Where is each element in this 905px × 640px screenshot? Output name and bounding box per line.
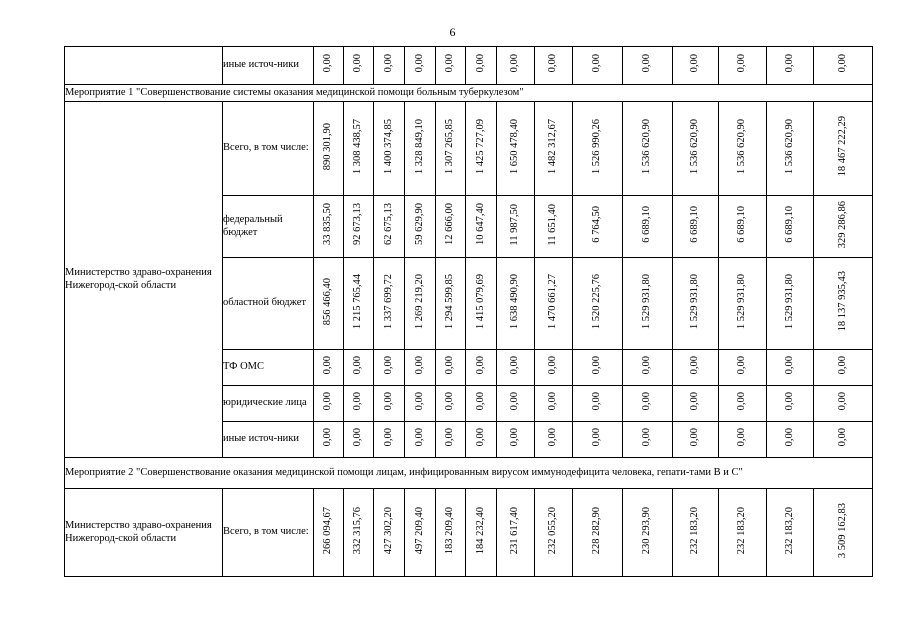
value-cell [623,47,673,85]
value-text: 0,00 [836,356,848,375]
value-cell [405,47,436,85]
value-text: 0,00 [641,428,653,447]
value-cell [374,258,405,350]
value-cell [314,258,344,350]
responsible-org: Министерство здраво-охранения Нижегород-ской области [65,489,223,577]
value-cell [497,196,535,258]
value-cell [767,422,814,458]
value-text: 232 183,20 [689,506,701,555]
value-text: 230 293,90 [641,506,653,555]
value-cell [623,422,673,458]
value-cell [374,47,405,85]
value-text: 1 328 849,10 [413,118,425,175]
value-cell [673,47,719,85]
value-cell [814,102,873,196]
table-row [65,47,873,85]
source-cell: ТФ ОМС [223,350,314,386]
value-text: 11 651,40 [547,203,559,246]
event-title-row [65,85,873,102]
value-text: 1 294 599,85 [444,273,456,330]
value-cell [466,386,497,422]
source-cell: Всего, в том числе: [223,489,314,577]
source-cell: юридические лица [223,386,314,422]
value-cell [673,489,719,577]
value-cell [673,258,719,350]
value-text: 0,00 [352,356,364,375]
value-text: 0,00 [322,428,334,447]
value-cell [573,386,623,422]
value-text: 0,00 [689,54,701,73]
value-cell [497,386,535,422]
value-text: 6 689,10 [641,206,653,243]
value-text: 1 536 620,90 [641,118,653,175]
value-cell [314,350,344,386]
value-cell [314,489,344,577]
value-cell [814,386,873,422]
value-text: 0,00 [736,54,748,73]
value-text: 0,00 [783,428,795,447]
value-text: 0,00 [474,54,486,73]
value-cell [497,422,535,458]
value-text: 1 482 312,67 [547,118,559,175]
value-cell [344,350,374,386]
value-text: 0,00 [509,356,521,375]
value-cell [535,422,573,458]
value-text: 0,00 [641,356,653,375]
value-text: 1 650 478,40 [509,118,521,175]
value-cell [436,47,466,85]
value-text: 6 689,10 [689,206,701,243]
page-number: 6 [449,25,456,39]
value-text: 0,00 [836,54,848,73]
value-cell [814,350,873,386]
value-text: 1 529 931,80 [783,273,795,330]
value-cell [314,47,344,85]
value-cell [436,102,466,196]
value-cell [436,489,466,577]
value-cell [767,196,814,258]
value-cell [466,102,497,196]
value-cell [719,102,767,196]
value-text: 0,00 [382,392,394,411]
value-cell [374,489,405,577]
value-cell [314,422,344,458]
value-text: 0,00 [444,392,456,411]
value-cell [405,196,436,258]
event-title-row [65,458,873,489]
value-cell [673,196,719,258]
value-cell [535,386,573,422]
value-text: 1 536 620,90 [783,118,795,175]
value-cell [719,489,767,577]
value-cell [405,102,436,196]
value-cell [814,196,873,258]
value-text: 6 764,50 [591,206,603,243]
value-cell [405,489,436,577]
value-text: 10 647,40 [474,203,486,246]
event-title: Мероприятие 1 "Совершенствование системы оказания медицинской помощи больным туберкулезом" [65,85,873,102]
value-text: 0,00 [322,54,334,73]
value-text: 1 536 620,90 [689,118,701,175]
value-text: 0,00 [509,428,521,447]
value-text: 0,00 [382,428,394,447]
budget-table [64,46,873,577]
value-cell [436,386,466,422]
value-text: 427 302,20 [382,506,394,555]
value-cell [374,350,405,386]
value-cell [535,258,573,350]
value-cell [767,350,814,386]
value-text: 1 308 438,57 [352,118,364,175]
value-cell [623,102,673,196]
value-text: 3 509 162,83 [836,502,848,559]
value-cell [623,350,673,386]
value-cell [314,386,344,422]
value-text: 6 689,10 [736,206,748,243]
value-text: 228 282,90 [591,506,603,555]
value-text: 184 232,40 [474,506,486,555]
value-cell [573,258,623,350]
event-title: Мероприятие 2 "Совершенствование оказания медицинской помощи лицам, инфицированным вирусом иммунодефицита человека, гепати-тами В и С" [65,458,873,489]
value-text: 497 209,40 [413,506,425,555]
value-cell [344,196,374,258]
value-text: 332 315,76 [352,506,364,555]
value-cell [767,386,814,422]
value-text: 0,00 [413,392,425,411]
value-cell [767,102,814,196]
value-cell [673,102,719,196]
value-text: 0,00 [509,392,521,411]
value-cell [535,102,573,196]
value-text: 0,00 [382,54,394,73]
value-cell [405,350,436,386]
value-cell [719,196,767,258]
value-text: 0,00 [836,428,848,447]
value-text: 890 301,90 [322,122,334,171]
value-cell [374,196,405,258]
value-text: 0,00 [689,356,701,375]
source-cell: Всего, в том числе: [223,102,314,196]
value-text: 0,00 [444,428,456,447]
value-text: 329 286,86 [836,200,848,249]
value-text: 62 675,13 [382,203,394,246]
value-text: 0,00 [783,356,795,375]
value-text: 183 209,40 [444,506,456,555]
value-text: 1 536 620,90 [736,118,748,175]
value-cell [673,350,719,386]
value-text: 59 629,90 [413,203,425,246]
value-cell [623,489,673,577]
value-text: 232 183,20 [736,506,748,555]
value-cell [573,489,623,577]
value-cell [497,102,535,196]
value-text: 1 215 765,44 [352,273,364,330]
value-cell [436,258,466,350]
value-text: 1 529 931,80 [736,273,748,330]
value-cell [719,258,767,350]
value-text: 0,00 [836,392,848,411]
value-text: 856 466,40 [322,277,334,326]
value-cell [573,47,623,85]
value-cell [573,102,623,196]
value-cell [405,386,436,422]
org-cell-empty [65,47,223,85]
value-text: 266 094,67 [322,506,334,555]
value-text: 18 467 222,29 [836,116,848,177]
value-cell [497,489,535,577]
value-cell [497,258,535,350]
value-text: 0,00 [591,392,603,411]
value-text: 1 638 490,90 [509,273,521,330]
value-text: 92 673,13 [352,203,364,246]
value-cell [344,489,374,577]
value-text: 1 269 219,20 [413,273,425,330]
value-cell [573,196,623,258]
value-cell [374,386,405,422]
value-text: 0,00 [547,428,559,447]
value-cell [535,350,573,386]
value-cell [466,47,497,85]
value-cell [405,422,436,458]
responsible-org: Министерство здраво-охранения Нижегород-ской области [65,102,223,458]
value-text: 232 183,20 [783,506,795,555]
value-text: 1 307 265,85 [444,118,456,175]
value-text: 1 400 374,85 [382,118,394,175]
value-cell [719,422,767,458]
value-cell [814,489,873,577]
value-text: 0,00 [474,428,486,447]
value-cell [314,102,344,196]
source-cell: областной бюджет [223,258,314,350]
value-text: 0,00 [689,392,701,411]
value-cell [573,422,623,458]
value-text: 0,00 [444,356,456,375]
value-text: 0,00 [783,392,795,411]
source-cell: иные источ-ники [223,47,314,85]
value-cell [436,196,466,258]
value-text: 1 425 727,09 [474,118,486,175]
value-text: 0,00 [413,428,425,447]
value-text: 0,00 [689,428,701,447]
value-text: 11 987,50 [509,203,521,246]
value-text: 12 666,00 [444,203,456,246]
value-cell [314,196,344,258]
value-text: 231 617,40 [509,506,521,555]
value-cell [673,422,719,458]
value-cell [623,258,673,350]
value-cell [374,422,405,458]
value-cell [814,47,873,85]
value-text: 0,00 [641,392,653,411]
value-text: 0,00 [736,428,748,447]
value-cell [344,422,374,458]
value-text: 0,00 [322,356,334,375]
value-cell [623,196,673,258]
value-text: 1 415 079,69 [474,273,486,330]
value-cell [344,386,374,422]
value-cell [466,350,497,386]
value-text: 0,00 [547,54,559,73]
value-text: 0,00 [547,356,559,375]
value-text: 0,00 [474,356,486,375]
value-cell [374,102,405,196]
value-cell [767,47,814,85]
value-cell [814,422,873,458]
value-cell [814,258,873,350]
value-text: 0,00 [382,356,394,375]
value-text: 0,00 [322,392,334,411]
value-text: 0,00 [736,392,748,411]
value-text: 0,00 [736,356,748,375]
value-text: 0,00 [352,54,364,73]
value-text: 0,00 [352,392,364,411]
value-text: 1 526 990,26 [591,118,603,175]
value-text: 0,00 [547,392,559,411]
value-text: 0,00 [352,428,364,447]
value-cell [344,258,374,350]
value-text: 1 520 225,76 [591,273,603,330]
value-text: 0,00 [591,54,603,73]
value-text: 0,00 [591,428,603,447]
value-cell [623,386,673,422]
value-cell [466,196,497,258]
value-text: 1 470 661,27 [547,273,559,330]
value-cell [573,350,623,386]
value-text: 1 529 931,80 [641,273,653,330]
source-cell: федеральный бюджет [223,196,314,258]
value-text: 6 689,10 [783,206,795,243]
value-cell [497,47,535,85]
value-text: 232 055,20 [547,506,559,555]
value-text: 0,00 [413,356,425,375]
value-text: 33 835,50 [322,203,334,246]
value-text: 0,00 [591,356,603,375]
value-cell [344,102,374,196]
value-text: 0,00 [474,392,486,411]
value-text: 1 529 931,80 [689,273,701,330]
value-cell [767,489,814,577]
value-cell [436,422,466,458]
value-cell [436,350,466,386]
value-cell [405,258,436,350]
value-text: 0,00 [413,54,425,73]
table-row [65,489,873,577]
value-text: 0,00 [509,54,521,73]
value-cell [466,258,497,350]
value-cell [535,489,573,577]
value-text: 18 137 935,43 [836,271,848,332]
value-cell [719,350,767,386]
value-cell [719,386,767,422]
value-text: 0,00 [641,54,653,73]
value-text: 0,00 [444,54,456,73]
value-cell [344,47,374,85]
value-cell [673,386,719,422]
source-cell: иные источ-ники [223,422,314,458]
table-row [65,102,873,196]
value-cell [497,350,535,386]
value-text: 1 337 699,72 [382,273,394,330]
value-cell [535,47,573,85]
value-cell [466,422,497,458]
value-cell [719,47,767,85]
value-cell [466,489,497,577]
value-cell [767,258,814,350]
value-text: 0,00 [783,54,795,73]
value-cell [535,196,573,258]
